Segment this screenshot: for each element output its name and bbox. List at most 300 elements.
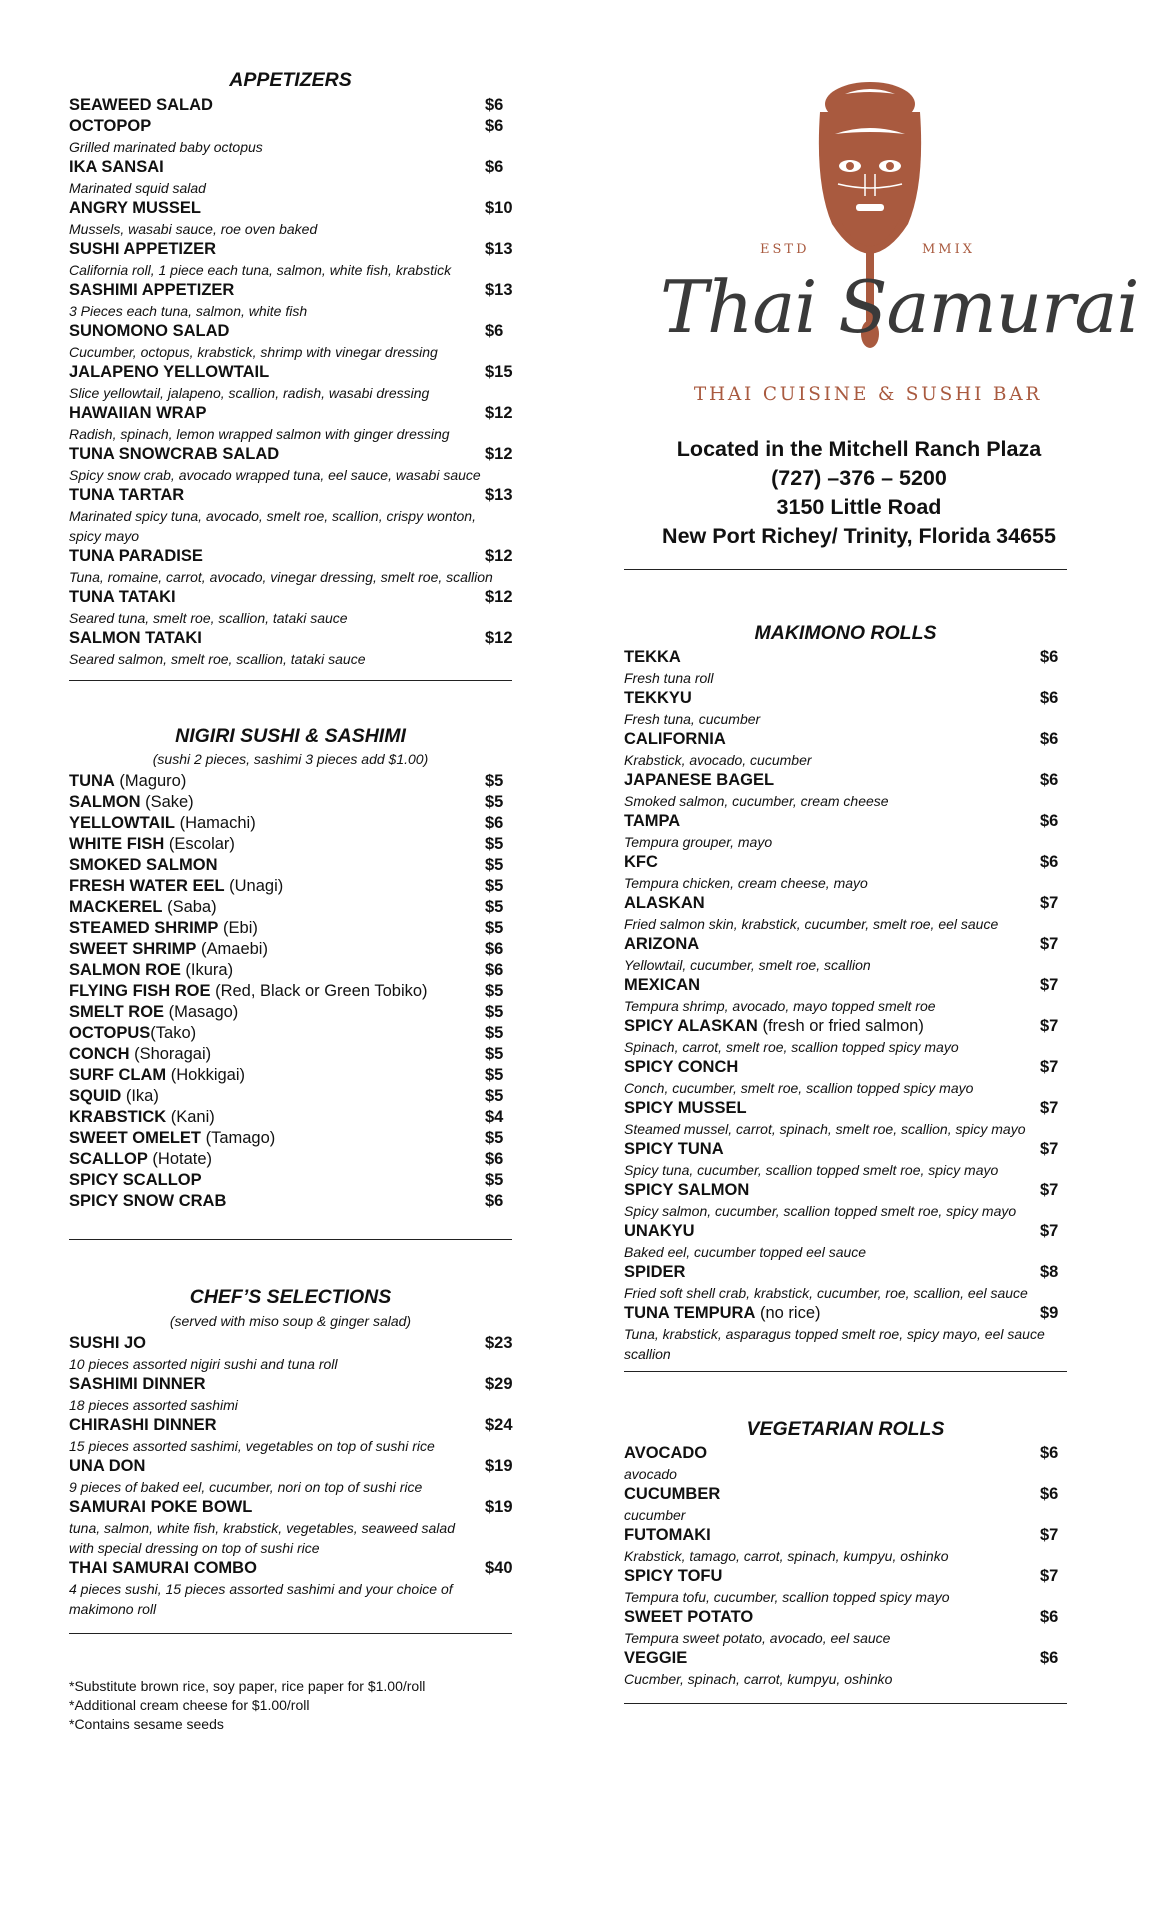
address-plaza: Located in the Mitchell Ranch Plaza	[676, 437, 1042, 461]
item-price: $7	[1040, 1140, 1059, 1158]
city-address: New Port Richey/ Trinity, Florida 34655	[662, 524, 1056, 548]
vegetarian-title: VEGETARIAN ROLLS	[746, 1418, 945, 1440]
item-name: UNA DON	[69, 1457, 146, 1475]
item-name: MACKEREL	[69, 898, 163, 916]
item-alt-name: (fresh or fried salmon)	[757, 1017, 924, 1035]
item-price: $5	[485, 1129, 504, 1147]
menu-item	[69, 1415, 512, 1456]
item-description: Fried salmon skin, krabstick, cucumber, smelt roe, eel sauce	[624, 916, 999, 932]
item-description: Grilled marinated baby octopus	[69, 139, 263, 155]
item-description: Baked eel, cucumber topped eel sauce	[624, 1244, 867, 1260]
menu-item	[69, 628, 512, 669]
menu-item-row	[624, 729, 1094, 750]
item-name: TEKKA	[624, 648, 681, 666]
menu-item-row	[69, 95, 512, 116]
menu-item	[69, 981, 512, 1002]
item-name: THAI SAMURAI COMBO	[69, 1559, 257, 1577]
item-price: $6	[485, 814, 504, 832]
item-description: 18 pieces assorted sashimi	[69, 1397, 238, 1413]
item-price: $7	[1040, 1099, 1059, 1117]
item-price: $6	[485, 158, 504, 176]
item-price: $6	[1040, 771, 1059, 789]
tagline: THAI CUISINE & SUSHI BAR	[693, 384, 1043, 405]
item-name: JAPANESE BAGEL	[624, 771, 775, 789]
item-description: Tempura chicken, cream cheese, mayo	[624, 875, 868, 891]
menu-item-row	[69, 239, 512, 260]
item-price: $7	[1040, 1058, 1059, 1076]
chefs-list	[69, 1333, 512, 1619]
item-alt-name: (Sake)	[140, 793, 194, 811]
item-price: $12	[485, 404, 513, 422]
menu-item	[624, 1057, 1094, 1098]
item-name: TUNA TARTAR	[69, 486, 185, 504]
item-price: $12	[485, 629, 513, 647]
item-name: SPICY TUNA	[624, 1140, 724, 1158]
item-price: $6	[1040, 1485, 1059, 1503]
menu-item	[69, 1002, 512, 1023]
item-name: KRABSTICK	[69, 1108, 167, 1126]
divider	[624, 569, 1067, 570]
menu-item	[69, 1170, 512, 1191]
menu-item	[69, 1044, 512, 1065]
item-price: $5	[485, 793, 504, 811]
nigiri-list	[69, 771, 512, 1212]
item-name: OCTOPUS	[69, 1024, 151, 1042]
item-alt-name: (Masago)	[164, 1003, 239, 1021]
menu-item	[69, 876, 512, 897]
item-name: SUSHI APPETIZER	[69, 240, 216, 258]
item-alt-name: (Ikura)	[180, 961, 234, 979]
item-alt-name: (Kani)	[166, 1108, 215, 1126]
menu-item-row	[69, 792, 512, 813]
menu-item	[69, 1128, 512, 1149]
menu-item-row	[624, 1098, 1094, 1119]
item-name: CHIRASHI DINNER	[69, 1416, 217, 1434]
item-price: $7	[1040, 1017, 1059, 1035]
item-name: SPIDER	[624, 1263, 686, 1281]
item-name: SEAWEED SALAD	[69, 96, 213, 114]
menu-item	[624, 770, 1094, 811]
item-name: SASHIMI DINNER	[69, 1375, 206, 1393]
menu-item-row	[69, 939, 512, 960]
item-description: cucumber	[624, 1507, 686, 1523]
menu-item-row	[624, 1566, 1094, 1587]
item-price: $6	[1040, 812, 1059, 830]
item-name: UNAKYU	[624, 1222, 695, 1240]
menu-item-row	[69, 1558, 512, 1579]
item-name: ARIZONA	[624, 935, 700, 953]
item-name: SWEET SHRIMP	[69, 940, 197, 958]
item-name: MEXICAN	[624, 976, 701, 994]
menu-item	[624, 852, 1094, 893]
item-name: SMOKED SALMON	[69, 856, 218, 874]
menu-item	[69, 198, 512, 239]
item-description: Cucmber, spinach, carrot, kumpyu, oshinko	[624, 1671, 893, 1687]
item-name: CALIFORNIA	[624, 730, 726, 748]
item-description: Marinated spicy tuna, avocado, smelt roe, scallion, crispy wonton,	[69, 508, 476, 524]
menu-item-row	[624, 1648, 1094, 1669]
menu-item-row	[624, 647, 1094, 668]
item-price: $6	[485, 1192, 504, 1210]
menu-item	[69, 960, 512, 981]
menu-item-row	[69, 280, 512, 301]
menu-item-row	[624, 1180, 1094, 1201]
item-description: Mussels, wasabi sauce, roe oven baked	[69, 221, 318, 237]
item-price: $13	[485, 240, 513, 258]
item-alt-name: (Saba)	[162, 898, 217, 916]
menu-item	[624, 1607, 1094, 1648]
item-price: $6	[1040, 1444, 1059, 1462]
item-description: Tempura grouper, mayo	[624, 834, 773, 850]
item-name: TUNA TATAKI	[69, 588, 176, 606]
item-name: SPICY TOFU	[624, 1567, 723, 1585]
item-description: Marinated squid salad	[69, 180, 206, 196]
item-price: $5	[485, 1087, 504, 1105]
item-price: $5	[485, 919, 504, 937]
item-description: makimono roll	[69, 1601, 157, 1617]
menu-item	[624, 893, 1094, 934]
menu-item-row	[69, 587, 512, 608]
menu-item-row	[69, 897, 512, 918]
item-name: ANGRY MUSSEL	[69, 199, 202, 217]
menu-item	[69, 157, 512, 198]
menu-item-row	[69, 771, 512, 792]
item-price: $5	[485, 856, 504, 874]
item-description: Cucumber, octopus, krabstick, shrimp with vinegar dressing	[69, 344, 438, 360]
menu-item-row	[624, 1484, 1094, 1505]
menu-item	[624, 1525, 1094, 1566]
menu-item	[69, 239, 512, 280]
menu-item-row	[69, 628, 512, 649]
menu-item-row	[624, 934, 1094, 955]
menu-item	[69, 362, 512, 403]
divider	[69, 1239, 512, 1240]
menu-item-row	[69, 1107, 512, 1128]
item-name: JALAPENO YELLOWTAIL	[69, 363, 270, 381]
menu-item-row	[624, 852, 1094, 873]
item-price: $6	[485, 322, 504, 340]
item-name: WHITE FISH	[69, 835, 165, 853]
nigiri-subtitle: (sushi 2 pieces, sashimi 3 pieces add $1.00)	[152, 751, 429, 767]
menu-item	[624, 1484, 1094, 1525]
estd-label: ESTD	[760, 242, 810, 257]
item-description: Tempura tofu, cucumber, scallion topped spicy mayo	[624, 1589, 950, 1605]
item-name: SAMURAI POKE BOWL	[69, 1498, 253, 1516]
item-price: $23	[485, 1334, 513, 1352]
item-description: Spicy salmon, cucumber, scallion topped smelt roe, spicy mayo	[624, 1203, 1017, 1219]
menu-item-row	[69, 813, 512, 834]
item-alt-name: (Hamachi)	[175, 814, 256, 832]
item-name: HAWAIIAN WRAP	[69, 404, 207, 422]
restaurant-name: Thai Samurai	[660, 265, 1139, 349]
item-name: TEKKYU	[624, 689, 692, 707]
menu-item-row	[624, 1303, 1094, 1324]
menu-item-row	[69, 362, 512, 383]
item-description: avocado	[624, 1466, 677, 1482]
menu-item	[69, 939, 512, 960]
item-price: $6	[1040, 1649, 1059, 1667]
item-price: $6	[485, 96, 504, 114]
item-name: SPICY MUSSEL	[624, 1099, 747, 1117]
item-price: $6	[1040, 730, 1059, 748]
chefs-title: CHEF’S SELECTIONS	[189, 1286, 392, 1308]
item-name: SWEET POTATO	[624, 1608, 754, 1626]
menu-item-row	[69, 1044, 512, 1065]
menu-item	[69, 403, 512, 444]
item-price: $6	[1040, 853, 1059, 871]
item-price: $24	[485, 1416, 513, 1434]
item-description: Seared salmon, smelt roe, scallion, tataki sauce	[69, 651, 366, 667]
appetizers-title: APPETIZERS	[229, 69, 352, 91]
item-description: Fresh tuna roll	[624, 670, 714, 686]
chefs-subtitle: (served with miso soup & ginger salad)	[169, 1313, 412, 1329]
item-description: Krabstick, avocado, cucumber	[624, 752, 812, 768]
menu-item	[69, 1374, 512, 1415]
item-price: $12	[485, 547, 513, 565]
footnote: *Additional cream cheese for $1.00/roll	[69, 1697, 310, 1713]
menu-item-row	[624, 1221, 1094, 1242]
menu-item	[624, 1443, 1094, 1484]
item-description: 10 pieces assorted nigiri sushi and tuna roll	[69, 1356, 338, 1372]
menu-item	[624, 688, 1094, 729]
item-name: SUNOMONO SALAD	[69, 322, 230, 340]
item-alt-name: (Ebi)	[218, 919, 258, 937]
item-price: $5	[485, 772, 504, 790]
item-price: $5	[485, 877, 504, 895]
item-price: $6	[485, 1150, 504, 1168]
item-description: Seared tuna, smelt roe, scallion, tataki sauce	[69, 610, 348, 626]
menu-item	[624, 1098, 1094, 1139]
item-price: $5	[485, 1003, 504, 1021]
menu-item	[69, 116, 512, 157]
menu-item-row	[624, 1607, 1094, 1628]
menu-item-row	[624, 811, 1094, 832]
item-price: $5	[485, 898, 504, 916]
item-name: SALMON	[69, 793, 141, 811]
menu-item-row	[69, 876, 512, 897]
item-name: CUCUMBER	[624, 1485, 721, 1503]
item-price: $13	[485, 486, 513, 504]
item-description: 4 pieces sushi, 15 pieces assorted sashimi and your choice of	[69, 1581, 453, 1597]
menu-item-row	[69, 1149, 512, 1170]
item-description: Fried soft shell crab, krabstick, cucumber, roe, scallion, eel sauce	[624, 1285, 1028, 1301]
item-alt-name: (no rice)	[755, 1304, 821, 1322]
menu-item-row	[69, 116, 512, 137]
menu-item	[624, 975, 1094, 1016]
item-name: SUSHI JO	[69, 1334, 147, 1352]
menu-item-row	[69, 1086, 512, 1107]
item-price: $6	[485, 117, 504, 135]
menu-item	[624, 647, 1094, 688]
menu-item	[69, 1065, 512, 1086]
menu-item	[69, 587, 512, 628]
menu-item-row	[69, 981, 512, 1002]
menu-item	[69, 1023, 512, 1044]
menu-item-row	[69, 444, 512, 465]
item-description: Tempura shrimp, avocado, mayo topped smelt roe	[624, 998, 936, 1014]
item-name: SALMON TATAKI	[69, 629, 202, 647]
menu-item	[69, 546, 512, 587]
menu-item	[69, 280, 512, 321]
item-price: $7	[1040, 1181, 1059, 1199]
menu-item	[69, 1086, 512, 1107]
menu-item	[69, 95, 512, 116]
item-name: SMELT ROE	[69, 1003, 165, 1021]
item-description: Fresh tuna, cucumber	[624, 711, 761, 727]
item-price: $12	[485, 445, 513, 463]
menu-item-row	[69, 485, 512, 506]
item-name: OCTOPOP	[69, 117, 152, 135]
item-description: Tempura sweet potato, avocado, eel sauce	[624, 1630, 891, 1646]
item-name: SALMON ROE	[69, 961, 181, 979]
footnote: *Substitute brown rice, soy paper, rice paper for $1.00/roll	[69, 1678, 426, 1694]
item-description: spicy mayo	[69, 528, 140, 544]
item-name: SQUID	[69, 1087, 122, 1105]
menu-item	[624, 1648, 1094, 1689]
menu-item-row	[69, 546, 512, 567]
menu-item-row	[69, 1128, 512, 1149]
menu-item	[69, 321, 512, 362]
item-price: $7	[1040, 976, 1059, 994]
appetizers-list	[69, 95, 512, 669]
item-name: TUNA PARADISE	[69, 547, 203, 565]
divider	[69, 680, 512, 681]
item-name: SPICY SALMON	[624, 1181, 750, 1199]
menu-item-row	[624, 1525, 1094, 1546]
year-label: MMIX	[922, 242, 976, 257]
menu-item	[624, 811, 1094, 852]
item-price: $6	[1040, 689, 1059, 707]
menu-item-row	[69, 918, 512, 939]
menu-item-row	[69, 855, 512, 876]
menu-item-row	[624, 1016, 1094, 1037]
tiki-mask-samurai-icon	[660, 74, 1139, 414]
item-price: $5	[485, 982, 504, 1000]
footnote: *Contains sesame seeds	[69, 1716, 224, 1732]
menu-item	[624, 1221, 1094, 1262]
menu-item	[69, 855, 512, 876]
menu-item-row	[69, 1002, 512, 1023]
menu-item-row	[624, 893, 1094, 914]
item-description: Slice yellowtail, jalapeno, scallion, radish, wasabi dressing	[69, 385, 430, 401]
item-name: IKA SANSAI	[69, 158, 164, 176]
menu-item	[624, 729, 1094, 770]
menu-item	[69, 897, 512, 918]
item-name: SCALLOP	[69, 1150, 148, 1168]
item-alt-name: (Tamago)	[201, 1129, 276, 1147]
divider	[624, 1703, 1067, 1704]
menu-item-row	[624, 975, 1094, 996]
item-alt-name: (Escolar)	[164, 835, 235, 853]
item-alt-name: (Hokkigai)	[166, 1066, 246, 1084]
item-name: VEGGIE	[624, 1649, 688, 1667]
item-price: $5	[485, 835, 504, 853]
street-address: 3150 Little Road	[776, 495, 942, 519]
item-description: 3 Pieces each tuna, salmon, white fish	[69, 303, 308, 319]
menu-item	[69, 1456, 512, 1497]
item-price: $4	[485, 1108, 504, 1126]
item-price: $13	[485, 281, 513, 299]
menu-item-row	[69, 1023, 512, 1044]
item-alt-name: (Tako)	[150, 1024, 197, 1042]
vegetarian-list	[624, 1443, 1094, 1689]
menu-item-row	[69, 1333, 512, 1354]
item-description: California roll, 1 piece each tuna, salmon, white fish, krabstick	[69, 262, 452, 278]
item-price: $8	[1040, 1263, 1059, 1281]
item-description: tuna, salmon, white fish, krabstick, vegetables, seaweed salad	[69, 1520, 455, 1536]
menu-item-row	[69, 1497, 512, 1518]
item-name: CONCH	[69, 1045, 130, 1063]
item-price: $12	[485, 588, 513, 606]
menu-item	[624, 934, 1094, 975]
item-description: scallion	[624, 1346, 671, 1362]
item-name: YELLOWTAIL	[69, 814, 176, 832]
item-description: Conch, cucumber, smelt roe, scallion topped spicy mayo	[624, 1080, 974, 1096]
item-price: $7	[1040, 894, 1059, 912]
item-name: SASHIMI APPETIZER	[69, 281, 235, 299]
menu-item-row	[624, 688, 1094, 709]
item-alt-name: (Maguro)	[114, 772, 187, 790]
item-price: $6	[1040, 1608, 1059, 1626]
menu-item	[624, 1262, 1094, 1303]
menu-item	[624, 1303, 1094, 1364]
item-price: $7	[1040, 1222, 1059, 1240]
item-price: $7	[1040, 1526, 1059, 1544]
item-price: $19	[485, 1457, 513, 1475]
item-price: $5	[485, 1171, 504, 1189]
item-price: $5	[485, 1045, 504, 1063]
menu-item	[624, 1566, 1094, 1607]
item-price: $5	[485, 1066, 504, 1084]
menu-item	[624, 1139, 1094, 1180]
item-price: $5	[485, 1024, 504, 1042]
nigiri-title: NIGIRI SUSHI & SASHIMI	[175, 725, 406, 747]
menu-item-row	[624, 1443, 1094, 1464]
item-name: FLYING FISH ROE	[69, 982, 211, 1000]
menu-item	[69, 792, 512, 813]
item-name: STEAMED SHRIMP	[69, 919, 219, 937]
item-description: Radish, spinach, lemon wrapped salmon with ginger dressing	[69, 426, 450, 442]
makimono-list	[624, 647, 1094, 1364]
item-price: $40	[485, 1559, 513, 1577]
menu-item-row	[624, 1139, 1094, 1160]
menu-item-row	[69, 1065, 512, 1086]
item-price: $29	[485, 1375, 513, 1393]
item-description: Steamed mussel, carrot, spinach, smelt roe, scallion, spicy mayo	[624, 1121, 1026, 1137]
menu-item	[69, 771, 512, 792]
item-name: TUNA TEMPURA	[624, 1304, 756, 1322]
item-name: SPICY ALASKAN	[624, 1017, 758, 1035]
menu-item-row	[624, 1262, 1094, 1283]
item-description: Spinach, carrot, smelt roe, scallion topped spicy mayo	[624, 1039, 959, 1055]
item-alt-name: (Red, Black or Green Tobiko)	[210, 982, 428, 1000]
menu-item	[69, 813, 512, 834]
menu-item	[69, 1558, 512, 1619]
item-description: Tuna, romaine, carrot, avocado, vinegar dressing, smelt roe, scallion	[69, 569, 493, 585]
menu-item-row	[69, 834, 512, 855]
menu-item	[69, 444, 512, 485]
menu-item	[69, 1497, 512, 1558]
item-description: 15 pieces assorted sashimi, vegetables on top of sushi rice	[69, 1438, 435, 1454]
item-price: $15	[485, 363, 513, 381]
menu-item-row	[69, 321, 512, 342]
menu-item-row	[69, 1456, 512, 1477]
menu-item	[69, 1149, 512, 1170]
item-name: FUTOMAKI	[624, 1526, 711, 1544]
item-alt-name: (Ika)	[121, 1087, 159, 1105]
item-description: Spicy tuna, cucumber, scallion topped smelt roe, spicy mayo	[624, 1162, 999, 1178]
menu-item-row	[624, 1057, 1094, 1078]
